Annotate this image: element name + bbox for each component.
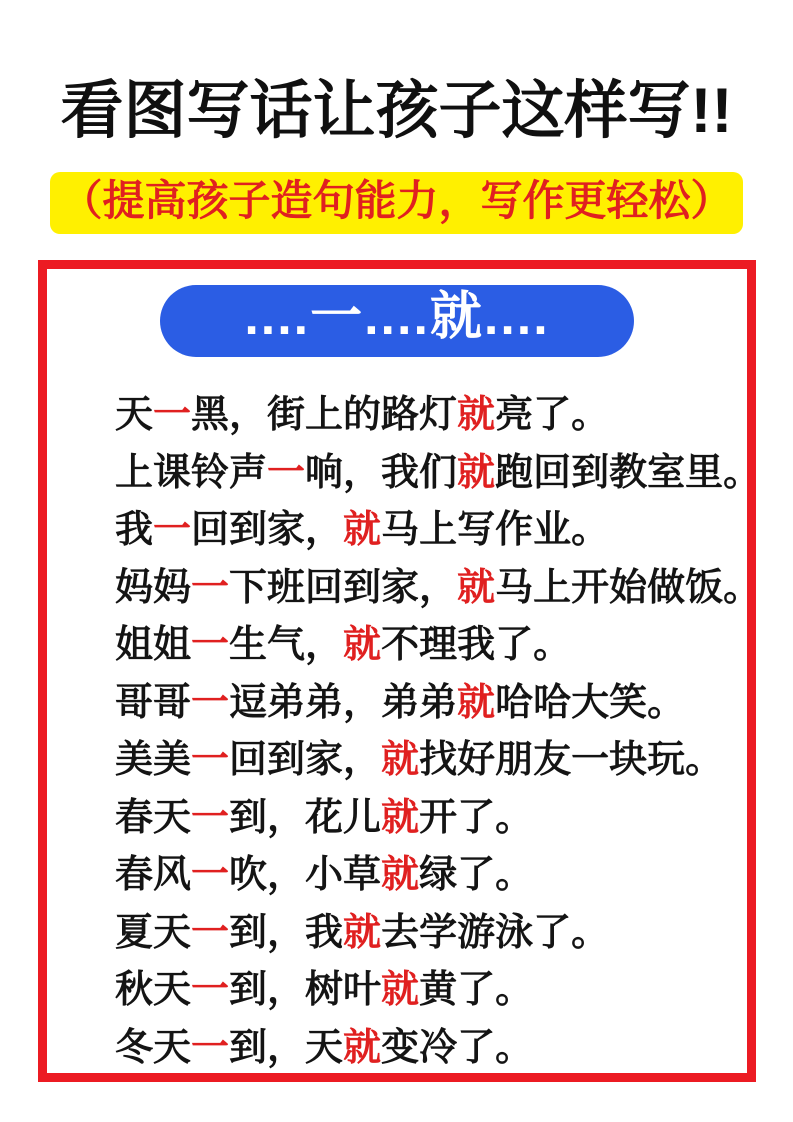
sentence-text: 生气，: [229, 624, 344, 667]
sentence-text: 美美: [115, 739, 192, 782]
sentence-text: 亮了。: [495, 394, 610, 437]
sentence-line: [115, 670, 737, 728]
sentence-text: 哥哥: [115, 681, 192, 724]
sentence-line: [115, 842, 737, 900]
pattern-char: 就: [381, 739, 420, 782]
sentence-text: 到，花儿: [229, 796, 382, 839]
pattern-char: 一: [153, 394, 192, 437]
sentence-text: 到，树叶: [229, 969, 382, 1012]
pattern-char: 一: [267, 451, 306, 494]
page-title: 看图写话让孩子这样写!!: [60, 76, 733, 146]
sentence-line: [115, 497, 737, 555]
pattern-char: 就: [381, 854, 420, 897]
sentence-text: 回到家，: [229, 739, 382, 782]
sentence-line: [115, 727, 737, 785]
pattern-char: 一: [191, 624, 230, 667]
sentence-text: 姐姐: [115, 624, 192, 667]
sentence-text: 秋天: [115, 969, 192, 1012]
subtitle-row: [0, 172, 793, 234]
sentence-text: 妈妈: [115, 566, 192, 609]
pattern-char: 一: [191, 969, 230, 1012]
sentence-line: [115, 440, 762, 498]
sentence-text: 哈哈大笑。: [495, 681, 686, 724]
sentence-line: [115, 1015, 737, 1073]
pattern-char: 就: [457, 394, 496, 437]
sentence-text: 春风: [115, 854, 192, 897]
sentence-text: 跑回到教室里。: [495, 451, 762, 494]
sentence-text: 变冷了。: [381, 1026, 534, 1069]
pattern-char: 一: [191, 854, 230, 897]
pattern-char: 一: [191, 911, 230, 954]
sentence-text: 天: [115, 394, 154, 437]
sentence-text: 去学游泳了。: [381, 911, 610, 954]
sentence-line: [115, 382, 737, 440]
sentence-text: 我: [115, 509, 154, 552]
sentence-line: [115, 555, 762, 613]
sentence-text: 找好朋友一块玩。: [419, 739, 724, 782]
pattern-char: 就: [457, 451, 496, 494]
pattern-char: 一: [191, 566, 230, 609]
pattern-char: 就: [343, 624, 382, 667]
sentence-line: [115, 957, 737, 1015]
sentence-text: 春天: [115, 796, 192, 839]
sentence-text: 到，我: [229, 911, 344, 954]
pattern-char: 就: [381, 969, 420, 1012]
sentence-text: 开了。: [419, 796, 534, 839]
pattern-char: 就: [457, 566, 496, 609]
pattern-char: 一: [191, 1026, 230, 1069]
pattern-char: 就: [457, 681, 496, 724]
sentence-text: 下班回到家，: [229, 566, 458, 609]
sentence-text: 响，我们: [305, 451, 458, 494]
sentence-text: 马上开始做饭。: [495, 566, 762, 609]
sentence-text: 吹，小草: [229, 854, 382, 897]
sentence-text: 冬天: [115, 1026, 192, 1069]
sentence-line: [115, 900, 737, 958]
sentence-text: 绿了。: [419, 854, 534, 897]
content-box: [38, 260, 762, 1082]
sentence-list: [47, 382, 762, 1072]
sentence-text: 夏天: [115, 911, 192, 954]
pattern-char: 一: [191, 681, 230, 724]
pattern-char: 一: [191, 796, 230, 839]
sentence-text: 上课铃声: [115, 451, 268, 494]
sentence-text: 到，天: [229, 1026, 344, 1069]
pattern-char: 就: [343, 911, 382, 954]
sentence-line: [115, 612, 737, 670]
pattern-char: 就: [343, 1026, 382, 1069]
sentence-text: 逗弟弟，弟弟: [229, 681, 458, 724]
sentence-line: [115, 785, 737, 843]
sentence-text: 不理我了。: [381, 624, 572, 667]
pattern-badge: ....一....就....: [160, 285, 634, 357]
sentence-text: 回到家，: [191, 509, 344, 552]
pattern-char: 一: [153, 509, 192, 552]
pattern-char: 就: [343, 509, 382, 552]
pattern-char: 一: [191, 739, 230, 782]
sentence-text: 黑，街上的路灯: [191, 394, 458, 437]
subtitle-highlight: （提高孩子造句能力，写作更轻松）: [50, 172, 742, 234]
sentence-text: 黄了。: [419, 969, 534, 1012]
sentence-text: 马上写作业。: [381, 509, 610, 552]
pattern-char: 就: [381, 796, 420, 839]
